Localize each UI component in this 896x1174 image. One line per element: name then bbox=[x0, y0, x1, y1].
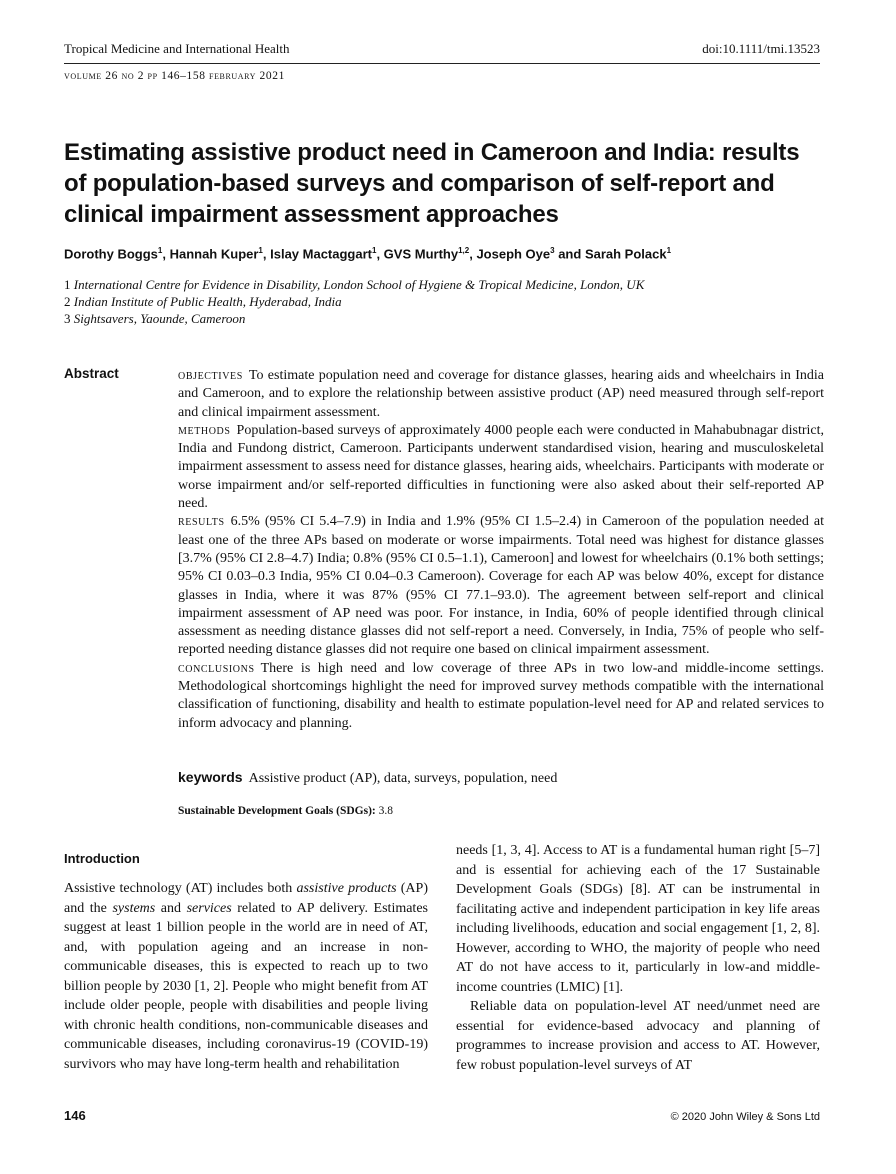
text-run: and bbox=[155, 900, 187, 916]
introduction-paragraph-1 bbox=[64, 879, 428, 1074]
page-number: 146 bbox=[64, 1108, 86, 1123]
author-name: GVS Murthy bbox=[383, 246, 459, 262]
abstract-section-objectives bbox=[178, 367, 824, 422]
header-rule bbox=[64, 63, 820, 64]
emphasized-term: systems bbox=[112, 900, 156, 916]
text-run: related to AP delivery. Estimates suggest at least 1 billion people in the world are in need of AT, and, with population ageing and an increase in non-communicable diseases, this is expected to reach up to two billion people by 2030 [1, 2]. People who might benefit from AT include older people, people with disabilities and people living with chronic health conditions, non-communicable diseases and communicable diseases, including coronavirus-19 (COVID-19) survivors who may have long-term health and rehabilitation bbox=[64, 900, 428, 1072]
author-name: Hannah Kuper bbox=[169, 246, 259, 262]
abstract-section-label: results bbox=[178, 514, 225, 530]
article-title: Estimating assistive product need in Cameroon and India: results of population-based surveys and comparison of self-report and clinical impairment assessment approaches bbox=[64, 139, 800, 228]
abstract-section-text: To estimate population need and coverage for distance glasses, hearing aids and wheelchairs in India and Cameroon, and to explore the relationship between assistive product (AP) need measured through self-report and clinical impairment assessment. bbox=[178, 368, 824, 420]
emphasized-term: services bbox=[186, 900, 232, 916]
author-name: Sarah Polack bbox=[584, 246, 667, 262]
affiliation bbox=[64, 293, 644, 310]
text-run: (AP) and the bbox=[64, 881, 428, 916]
copyright-notice: © 2020 John Wiley & Sons Ltd bbox=[670, 1111, 820, 1123]
text-run: Assistive technology (AT) includes both bbox=[64, 881, 297, 896]
volume-line: volume 26 no 2 pp 146–158 february 2021 bbox=[64, 70, 285, 82]
affiliation-text: International Centre for Evidence in Disability, London School of Hygiene & Tropical Medicine, London, UK bbox=[73, 277, 645, 292]
keywords-line bbox=[178, 769, 824, 787]
introduction-heading: Introduction bbox=[64, 851, 140, 866]
author-separator: , bbox=[162, 246, 170, 262]
author-affiliation-mark: 3 bbox=[550, 246, 555, 255]
keywords-label: keywords bbox=[178, 769, 243, 785]
doi: doi:10.1111/tmi.13523 bbox=[702, 41, 820, 56]
author-affiliation-mark: 1,2 bbox=[458, 246, 470, 255]
affiliation-list bbox=[64, 276, 644, 327]
abstract-section-text: Population-based surveys of approximately 4000 people each were conducted in Mahabubnagar district, India and Fundong district, Cameroon. Participants underwent standardised vision, hearing and musculoskeletal impairment assessment to assess need for distance glasses, hearing aids, wheelchairs. Participants with moderate or worse impairment and/or self-reported difficulties in functioning were also asked about their self-reported AP need. bbox=[178, 422, 824, 512]
affiliation bbox=[64, 310, 644, 327]
abstract-section-label: objectives bbox=[178, 368, 243, 383]
introduction-paragraph-2: Reliable data on population-level AT need/unmet need are essential for evidence-based advocacy and planning of programmes to increase provision and access to AT. However, few robust population-level surveys of AT bbox=[456, 999, 820, 1073]
affiliation-text: Indian Institute of Public Health, Hyderabad, India bbox=[73, 294, 342, 309]
abstract-section-conclusions bbox=[178, 660, 824, 733]
keywords-value: Assistive product (AP), data, surveys, population, need bbox=[248, 771, 558, 786]
author-name: Joseph Oye bbox=[476, 246, 551, 262]
author-separator: , bbox=[469, 246, 477, 262]
author-name: Islay Mactaggart bbox=[270, 246, 372, 262]
abstract-section-label: methods bbox=[178, 422, 231, 438]
author-separator: and bbox=[554, 246, 585, 262]
abstract-section-results bbox=[178, 513, 824, 659]
abstract-section-label: conclusions bbox=[178, 660, 255, 676]
abstract-body bbox=[178, 367, 824, 733]
introduction-paragraph-1-continued: needs [1, 3, 4]. Access to AT is a fundamental human right [5–7] and is essential for achieving each of the 17 Sustainable Development Goals (SDGs) [8]. AT can be instrumental in facilitating active and independent participation in key life areas including livelihoods, education and social engagement [1, 2, 8]. However, according to WHO, the majority of people who need AT do not have access to it, particularly in low-and middle-income countries (LMIC) [1]. bbox=[456, 843, 820, 995]
sdg-value: 3.8 bbox=[378, 805, 393, 817]
author-name: Dorothy Boggs bbox=[64, 246, 158, 262]
abstract-section-text: 6.5% (95% CI 5.4–7.9) in India and 1.9% (95% CI 1.5–2.4) in Cameroon of the population needed at least one of the three APs based on moderate or worse impairments. Total need was highest for distance glasses [3.7% (95% CI 2.8–4.7) India; 0.8% (95% CI 0.5–1.1), Cameroon] and lowest for wheelchairs (0.1% both settings; 95% CI 0.03–0.3 India, 95% CI 0.04–0.3 Cameroon). Coverage for each AP was below 40%, except for distance glasses in India, where it was 87% (95% CI 77.1–93.0). The agreement between self-report and clinical impairment assessment of AP need was poor. For instance, in India, 60% of people identified through clinical assessment as needing distance glasses did not self-report a need. Conversely, in India, 75% of people who self-reported needing distance glasses did not require one based on clinical impairment assessment. bbox=[178, 514, 824, 658]
author-affiliation-mark: 1 bbox=[258, 246, 263, 255]
author-affiliation-mark: 1 bbox=[666, 246, 672, 255]
sdg-line bbox=[178, 805, 393, 817]
introduction-right-column bbox=[456, 841, 820, 1075]
introduction-left-column bbox=[64, 879, 428, 1074]
author-affiliation-mark: 1 bbox=[157, 246, 163, 255]
affiliation-text: Sightsavers, Yaounde, Cameroon bbox=[73, 311, 246, 326]
affiliation-number: 3 bbox=[64, 311, 71, 326]
sdg-label: Sustainable Development Goals (SDGs): bbox=[178, 805, 376, 817]
affiliation bbox=[64, 276, 644, 293]
author-separator: , bbox=[376, 246, 384, 262]
abstract-section-methods bbox=[178, 422, 824, 513]
author-affiliation-mark: 1 bbox=[371, 246, 377, 255]
emphasized-term: assistive products bbox=[296, 881, 397, 896]
author-list bbox=[64, 246, 844, 261]
running-head bbox=[64, 41, 820, 61]
journal-name: Tropical Medicine and International Health bbox=[64, 41, 290, 56]
affiliation-number: 1 bbox=[64, 277, 71, 292]
abstract-label: Abstract bbox=[64, 366, 119, 381]
author-separator: , bbox=[262, 246, 271, 262]
abstract-section-text: There is high need and low coverage of three APs in two low-and middle-income settings. Methodological shortcomings highlight the need for improved survey methods compatible with the international classification of functioning, disability and health to estimate population-level need for AP and related services to inform advocacy and planning. bbox=[178, 660, 824, 731]
affiliation-number: 2 bbox=[64, 294, 71, 309]
